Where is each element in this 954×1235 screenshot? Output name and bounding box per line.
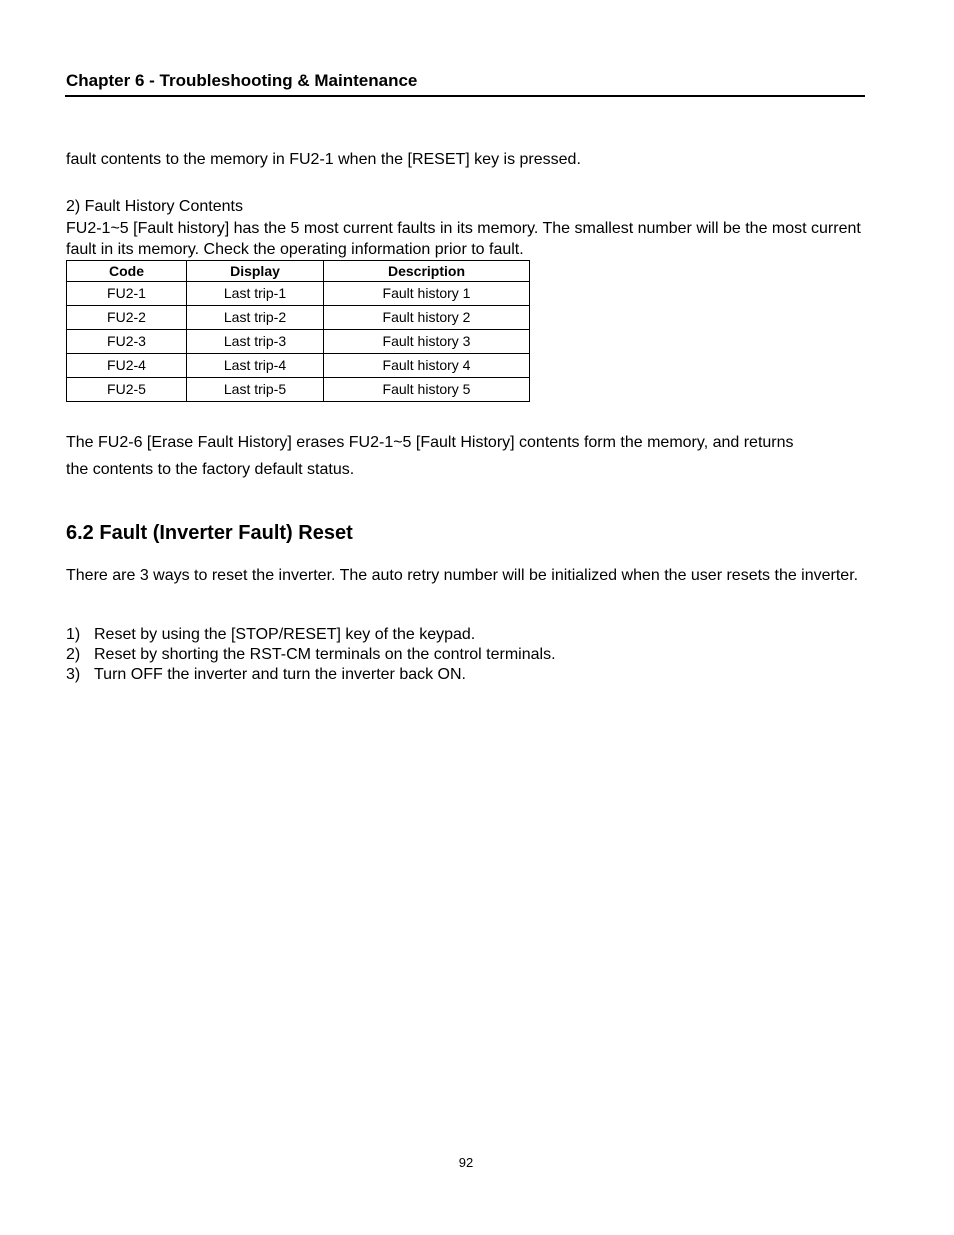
table-cell-code: FU2-3 (67, 330, 187, 354)
list-item (66, 625, 556, 645)
fault-history-heading: 2) Fault History Contents (66, 198, 243, 215)
list-item (66, 665, 556, 685)
table-cell-code: FU2-1 (67, 282, 187, 306)
page-number: 92 (458, 1155, 474, 1170)
table-row (67, 306, 530, 330)
reset-methods-list (66, 625, 556, 685)
table-cell-description: Fault history 4 (324, 354, 530, 378)
intro-paragraph: fault contents to the memory in FU2-1 when the [RESET] key is pressed. (66, 151, 581, 168)
table-cell-code: FU2-4 (67, 354, 187, 378)
list-item-text: Turn OFF the inverter and turn the inverter back ON. (94, 666, 466, 683)
table-cell-description: Fault history 5 (324, 378, 530, 402)
table-cell-display: Last trip-5 (187, 378, 324, 402)
table-cell-display: Last trip-2 (187, 306, 324, 330)
header-divider (65, 95, 865, 97)
list-item-number: 2) (66, 646, 81, 663)
table-header-description: Description (324, 261, 530, 282)
table-cell-description: Fault history 3 (324, 330, 530, 354)
list-item-text: Reset by using the [STOP/RESET] key of the keypad. (94, 626, 476, 643)
table-cell-display: Last trip-1 (187, 282, 324, 306)
list-item-number: 3) (66, 666, 81, 683)
table-header-row (67, 261, 530, 282)
table-header-code: Code (67, 261, 187, 282)
fault-history-table (66, 260, 530, 402)
table-row (67, 330, 530, 354)
list-item-text: Reset by shorting the RST-CM terminals on the control terminals. (94, 646, 556, 663)
reset-description: There are 3 ways to reset the inverter. The auto retry number will be initialized when the user resets the inverter. (66, 567, 859, 584)
fault-history-description: FU2-1~5 [Fault history] has the 5 most current faults in its memory. The smallest number will be the most current fault in its memory. Check the operating information prior to fault. (66, 220, 861, 258)
chapter-title: Chapter 6 - Troubleshooting & Maintenance (66, 71, 418, 90)
erase-history-line-2: the contents to the factory default status. (66, 461, 355, 478)
table-cell-code: FU2-5 (67, 378, 187, 402)
list-item (66, 645, 556, 665)
list-item-number: 1) (66, 626, 81, 643)
table-header-display: Display (187, 261, 324, 282)
table-cell-description: Fault history 2 (324, 306, 530, 330)
table-cell-display: Last trip-3 (187, 330, 324, 354)
table-cell-display: Last trip-4 (187, 354, 324, 378)
section-title: 6.2 Fault (Inverter Fault) Reset (66, 522, 353, 544)
table-row (67, 378, 530, 402)
table-row (67, 354, 530, 378)
table-cell-description: Fault history 1 (324, 282, 530, 306)
table-row (67, 282, 530, 306)
table-cell-code: FU2-2 (67, 306, 187, 330)
erase-history-line-1: The FU2-6 [Erase Fault History] erases FU2-1~5 [Fault History] contents form the memory, and returns (66, 434, 794, 451)
